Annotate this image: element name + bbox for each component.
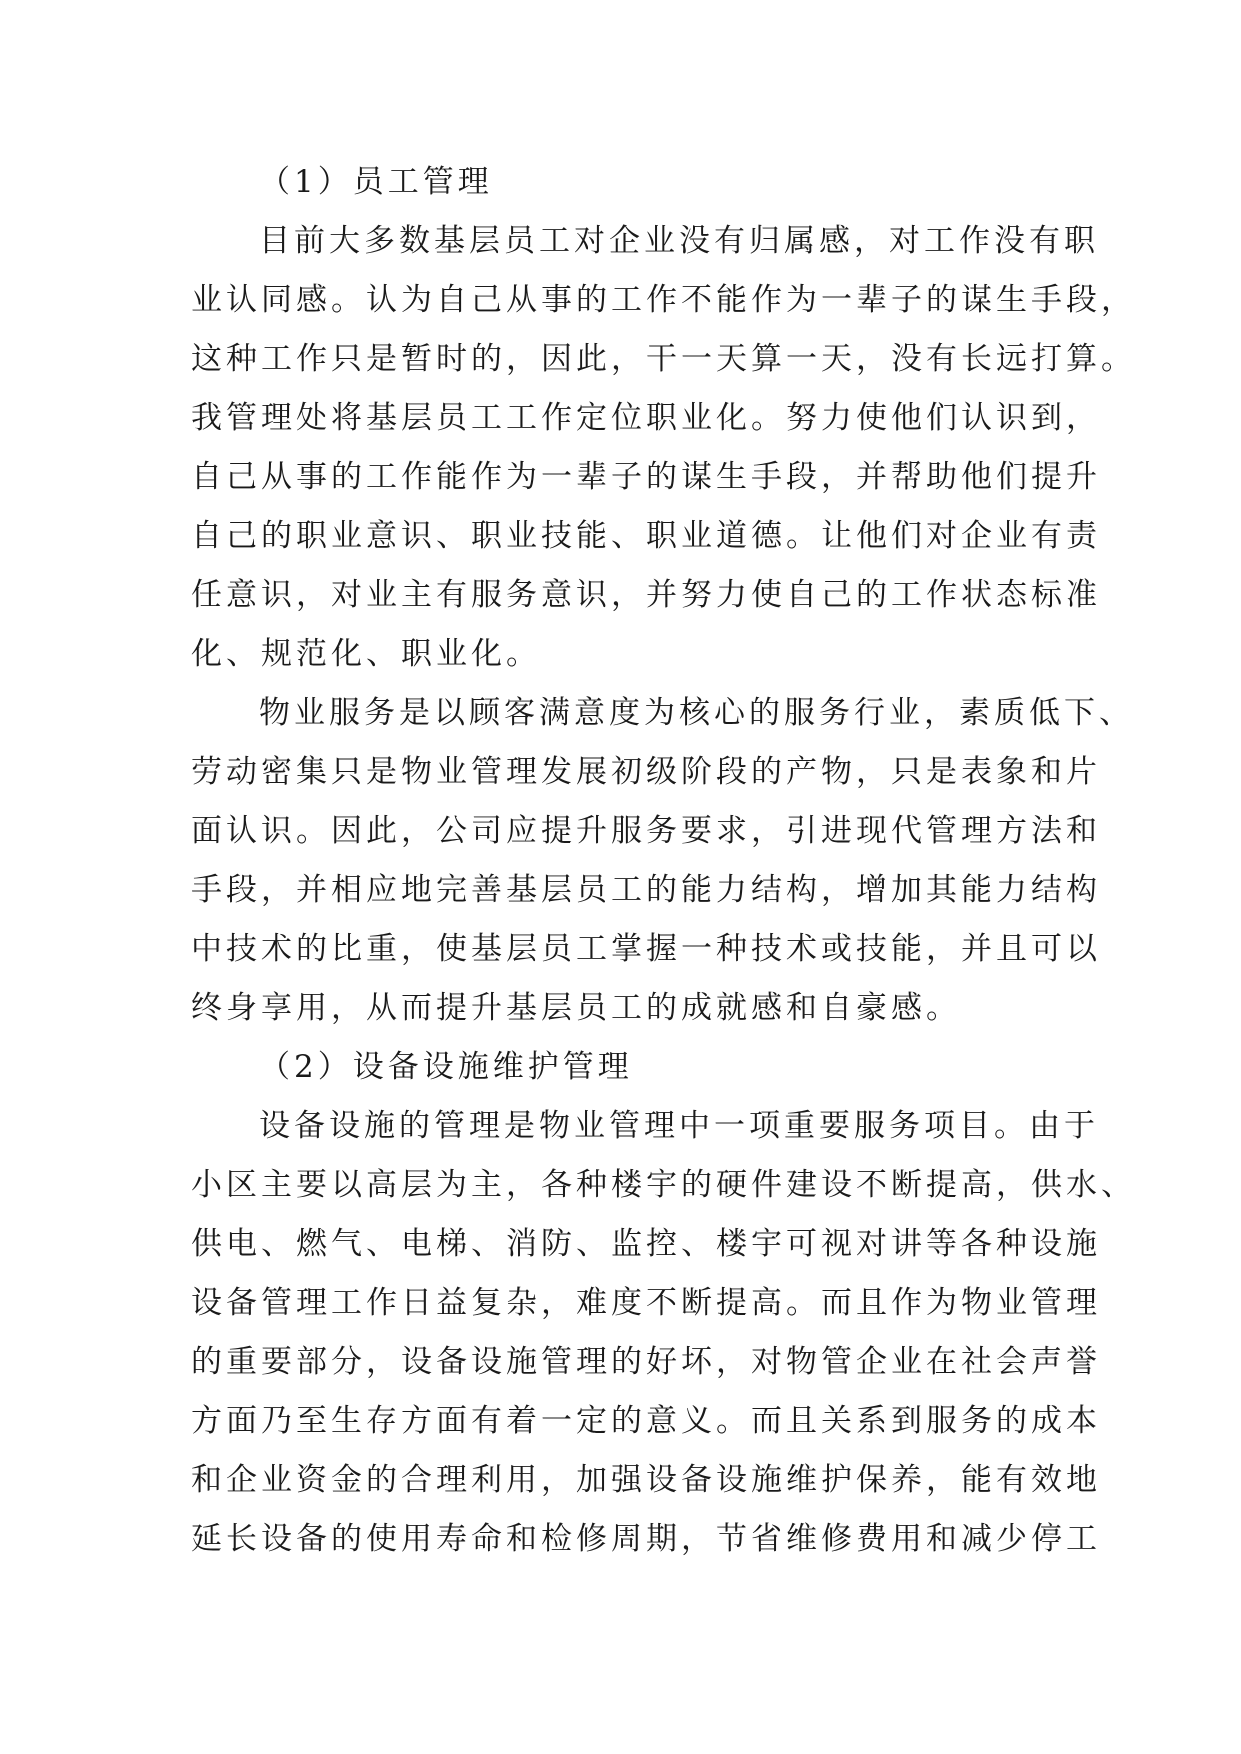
text-line: 延长设备的使用寿命和检修周期，节省维修费用和减少停工 bbox=[191, 1521, 1101, 1557]
text-line: 我管理处将基层员工工作定位职业化。努力使他们认识到， bbox=[191, 400, 1101, 436]
text-line: 的重要部分，设备设施管理的好坏，对物管企业在社会声誉 bbox=[191, 1344, 1101, 1380]
text-line: 业认同感。认为自己从事的工作不能作为一辈子的谋生手段， bbox=[191, 282, 1136, 318]
text-line: 目前大多数基层员工对企业没有归属感，对工作没有职 bbox=[259, 223, 1099, 259]
text-line: 和企业资金的合理利用，加强设备设施维护保养，能有效地 bbox=[191, 1462, 1101, 1498]
text-line: 自己的职业意识、职业技能、职业道德。让他们对企业有责 bbox=[191, 518, 1101, 554]
text-line: 小区主要以高层为主，各种楼宇的硬件建设不断提高，供水、 bbox=[191, 1167, 1136, 1203]
text-line: 终身享用，从而提升基层员工的成就感和自豪感。 bbox=[191, 990, 961, 1026]
text-line: 劳动密集只是物业管理发展初级阶段的产物，只是表象和片 bbox=[191, 754, 1101, 790]
text-line: 设备管理工作日益复杂，难度不断提高。而且作为物业管理 bbox=[191, 1285, 1101, 1321]
paragraph-equipment-management bbox=[191, 1097, 1136, 1569]
text-line: 自己从事的工作能作为一辈子的谋生手段，并帮助他们提升 bbox=[191, 459, 1101, 495]
text-line: 方面乃至生存方面有着一定的意义。而且关系到服务的成本 bbox=[191, 1403, 1101, 1439]
paragraph-service-industry bbox=[191, 684, 1134, 1038]
text-line: 这种工作只是暂时的，因此，干一天算一天，没有长远打算。 bbox=[191, 341, 1136, 377]
text-line: 手段，并相应地完善基层员工的能力结构，增加其能力结构 bbox=[191, 872, 1101, 908]
paragraph-staff-belonging bbox=[191, 212, 1136, 684]
text-line: 任意识，对业主有服务意识，并努力使自己的工作状态标准 bbox=[191, 577, 1101, 613]
text-line: 化、规范化、职业化。 bbox=[191, 636, 541, 672]
section-heading-staff-management: （1）员工管理 bbox=[259, 164, 493, 200]
text-line: 供电、燃气、电梯、消防、监控、楼宇可视对讲等各种设施 bbox=[191, 1226, 1101, 1262]
text-line: 面认识。因此，公司应提升服务要求，引进现代管理方法和 bbox=[191, 813, 1101, 849]
section-heading-equipment-maintenance: （2）设备设施维护管理 bbox=[259, 1049, 633, 1085]
text-line: 设备设施的管理是物业管理中一项重要服务项目。由于 bbox=[259, 1108, 1099, 1144]
document-body bbox=[191, 153, 1136, 1569]
text-line: 中技术的比重，使基层员工掌握一种技术或技能，并且可以 bbox=[191, 931, 1101, 967]
text-line: 物业服务是以顾客满意度为核心的服务行业，素质低下、 bbox=[259, 695, 1134, 731]
